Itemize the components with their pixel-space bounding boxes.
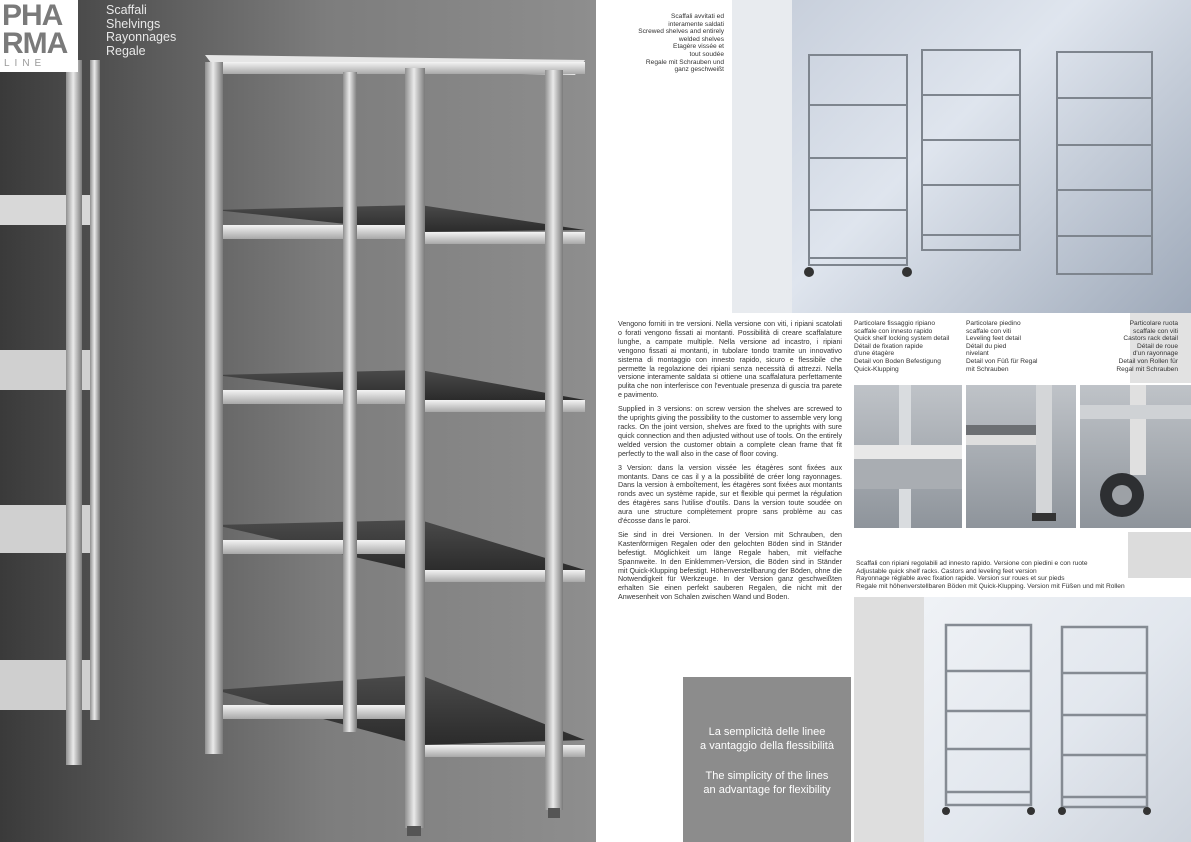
caption-top bbox=[612, 13, 724, 74]
castor-detail-photo bbox=[1080, 385, 1191, 528]
three-racks-photo bbox=[732, 0, 1191, 313]
leveling-feet-detail-photo bbox=[966, 385, 1076, 528]
detail-caption-castors bbox=[1070, 320, 1178, 373]
title-it: Scaffali bbox=[106, 3, 147, 17]
caption-top-line: Screwed shelves and entirely bbox=[638, 28, 724, 36]
caption-line: scaffale con innesto rapido bbox=[854, 327, 933, 335]
body-text bbox=[618, 320, 842, 607]
brand-logo bbox=[0, 0, 78, 72]
two-racks-photo bbox=[854, 597, 1191, 842]
caption-top-line: Regale mit Schrauben und bbox=[645, 58, 724, 66]
caption-line: Particolare fissaggio ripiano bbox=[854, 320, 935, 327]
title-en: Shelvings bbox=[106, 16, 161, 31]
logo-line-1: PHA bbox=[2, 0, 63, 32]
caption-line: Détail du pied bbox=[966, 342, 1007, 350]
caption-line: Detail von Boden Befestigung bbox=[854, 357, 941, 365]
slogan-it-line-2: a vantaggio della flessibilità bbox=[700, 740, 834, 752]
caption-line: Particolare piedino bbox=[966, 320, 1021, 327]
caption-line: nivelant bbox=[966, 350, 989, 358]
caption-top-line: welded shelves bbox=[678, 35, 724, 43]
product-title bbox=[106, 4, 176, 58]
caption-line: Détail de fixation rapide bbox=[854, 342, 923, 350]
gray-panel bbox=[1128, 532, 1191, 578]
caption-line: Detail von Füß für Regal bbox=[966, 357, 1038, 365]
caption-line: Scaffali con ripiani regolabili ad innesto rapido. Versione con piedini e con ruote bbox=[856, 560, 1088, 567]
caption-line: Leveling feet detail bbox=[966, 335, 1021, 343]
logo-line-2: RMA bbox=[2, 27, 68, 60]
title-de: Regale bbox=[106, 43, 146, 58]
detail-caption-shelf bbox=[854, 320, 964, 373]
shelf-lock-detail-photo bbox=[854, 385, 962, 528]
paragraph-fr: 3 Version: dans la version vissée les étagères sont fixées aux montants. Dans ce cas il y a la possibilité de créer long rayonnages. Dans la version à emboîtement, les étagères sont fixées aux montants ronds avec un système rapide, sur et flexible qui permet la régulation des étagères sans l'utilise d'outils. Dans la version toute soudée on aura une structure complètement propre sans problème au cas d'écosse dans le paroi. bbox=[618, 463, 842, 526]
caption-line: Quick-Klupping bbox=[854, 365, 899, 373]
caption-bottom bbox=[856, 560, 1126, 590]
caption-top-line: tout soudée bbox=[689, 50, 724, 58]
paragraph-it: Vengono forniti in tre versioni. Nella versione con viti, i ripiani scatolati o forati vengono fissati ai montanti. Possibilità di creare scaffalature lunghe, a campate multiple. Nella versione ad incastro, i ripiani vengono fissati ai montanti, in tubolare tondo tramite un innovativo sistema di montaggio con innesto rapido, sicuro e flessibile che permette la regolazione dei ripiani senza necessità di attrezzi. Nella versione interamente saldata si ottiene una scaffalatura perfettamente pulita che non interferisce con l'eventuale presenza di guscia tra parete e pavimento. bbox=[618, 320, 842, 400]
caption-line: Detail von Rollen für bbox=[1118, 357, 1178, 365]
caption-line: Regal mit Schrauben bbox=[1116, 365, 1178, 373]
caption-line: Castors rack detail bbox=[1123, 335, 1178, 343]
caption-top-line: ganz geschweißt bbox=[674, 66, 724, 74]
caption-top-line: Etagère vissée et bbox=[673, 43, 724, 51]
caption-line: Regale mit höhenverstellbaren Böden mit Quick-Klupping. Version mit Füßen und mit Rollen bbox=[856, 582, 1125, 590]
caption-line: Particolare ruota bbox=[1129, 320, 1178, 327]
caption-line: scaffale con viti bbox=[966, 327, 1011, 335]
caption-line: scaffale con viti bbox=[1133, 327, 1178, 335]
caption-line: Détail de roue bbox=[1136, 342, 1178, 350]
caption-top-line: Scaffali avvitati ed bbox=[670, 13, 724, 20]
logo-subtitle: LINE bbox=[4, 58, 47, 69]
caption-line: d'une étagère bbox=[854, 350, 895, 358]
slogan-box bbox=[683, 677, 851, 842]
caption-line: mit Schrauben bbox=[966, 365, 1009, 373]
caption-top-line: interamente saldati bbox=[668, 20, 724, 28]
caption-line: Adjustable quick shelf racks. Castors and leveling feet version bbox=[856, 567, 1037, 575]
slogan-it-line-1: La semplicità delle linee bbox=[708, 726, 826, 738]
slogan-en-line-2: an advantage for flexibility bbox=[703, 784, 831, 796]
slogan-en-line-1: The simplicity of the lines bbox=[705, 770, 829, 782]
caption-line: Quick shelf locking system detail bbox=[854, 335, 950, 343]
caption-line: Rayonnage réglable avec fixation rapide. Version sur roues et sur pieds bbox=[856, 575, 1065, 583]
paragraph-en: Supplied in 3 versions: on screw version the shelves are screwed to the uprights giving the possibility to the customer to assemble very long racks. On the joint version, shelves are fixed to the uprights with sure quick connection and then adjusted without use of tools. On the entirely welded version the customer obtain a complete clean frame that fit perfectly to the wall also in the case of floor coving. bbox=[618, 405, 842, 458]
paragraph-de: Sie sind in drei Versionen. In der Version mit Schrauben, den Kastenförmigen Regalen oder den gelochten Böden sind in Ständer befestigt. Möglichkeit um länge Regale haben, mit vielfache Spannweite. In den Einklemmen-Version, die Böden sind in Ständer mit Quick-Klupping befestigt. Höhenverstellbarung der Böden, ohne die Notwendigkeit für Werkzeuge. In der Version ganz geschweißten erhalten Sie einen perfekt sauberen Regalen, die nicht mit der Anwesenheit von Schalen zwischen Wand und Boden. bbox=[618, 530, 842, 602]
detail-caption-feet bbox=[966, 320, 1076, 373]
caption-line: d'un rayonnage bbox=[1132, 350, 1178, 358]
title-fr: Rayonnages bbox=[106, 30, 177, 44]
